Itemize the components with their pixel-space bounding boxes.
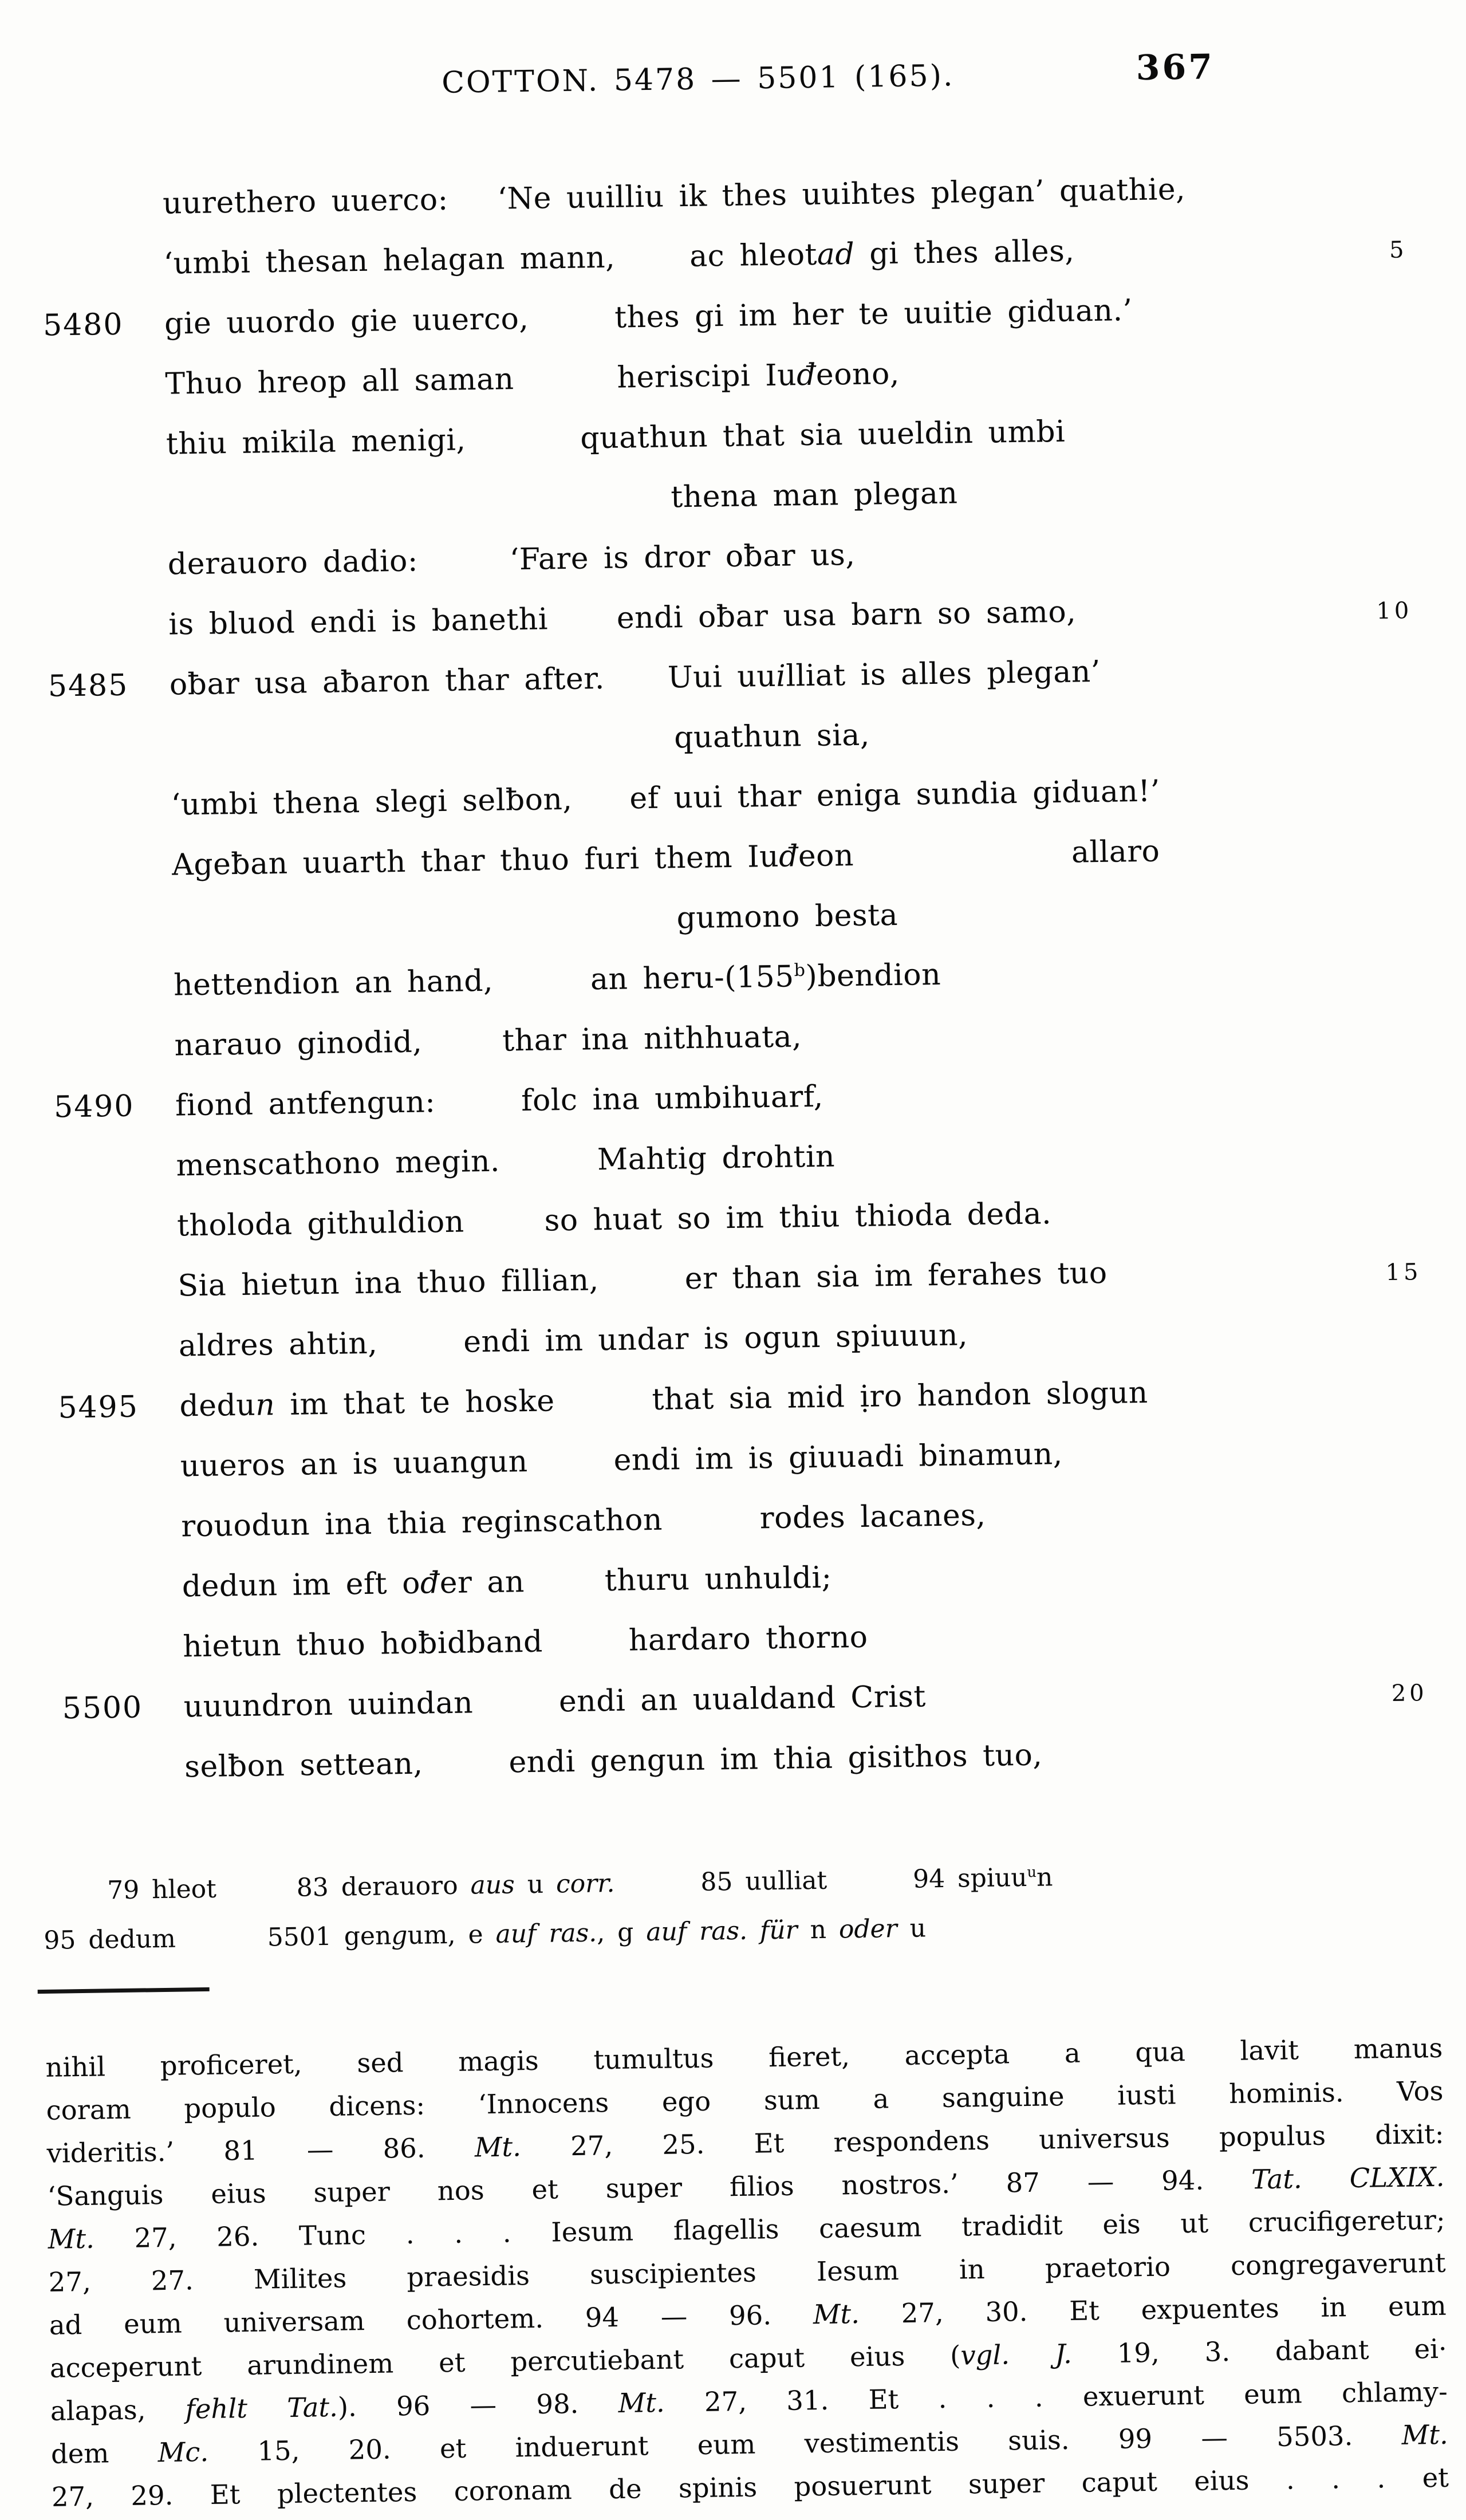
italic-run: i: [775, 659, 786, 694]
half-line-gap: [555, 1409, 652, 1411]
half-line-gap: [599, 1288, 685, 1290]
latin-commentary-block: [45, 2027, 1449, 2519]
text-run: ‘Ne uuilliu ik thes uuihtes plegan’ quathie,: [497, 172, 1186, 216]
verse-text: [163, 234, 1075, 281]
text-run: folc ina umbihuarf,: [521, 1079, 824, 1119]
text-run: acceperunt arundinem et percutiebant caput eius (: [49, 2340, 961, 2384]
text-run: eono,: [815, 356, 900, 392]
text-run: ‘umbi thesan helagan mann,: [163, 240, 616, 281]
text-run: eon: [798, 838, 854, 874]
half-line-gap: [525, 1590, 605, 1592]
verse-text: [676, 898, 898, 935]
text-run: er than sia im ferahes tuo: [684, 1255, 1108, 1297]
italic-run: đ: [796, 357, 817, 393]
text-run: thes gi im her te uuitie giduan.’: [614, 293, 1133, 335]
italic-run: Mc.: [157, 2436, 209, 2468]
text-run: tholoda githuldion: [176, 1204, 465, 1243]
text-run: lliat is alles plegan’: [785, 654, 1101, 694]
superscript-run: u: [1027, 1864, 1037, 1881]
text-run: 85 uulliat: [700, 1865, 827, 1897]
text-run: Uui uu: [667, 659, 777, 695]
text-run: ‘umbi thena slegi selƀon,: [171, 782, 573, 822]
half-line-gap: [418, 569, 510, 570]
margin-line-number: 20: [1391, 1680, 1428, 1707]
verse-text: [180, 1437, 1063, 1484]
text-run: aldres ahtin,: [178, 1326, 378, 1364]
text-run: nihil proficeret, sed magis tumultus fieret, accepta a qua lavit manus: [45, 2032, 1443, 2083]
text-run: endi an uualdand Crist: [558, 1679, 927, 1719]
text-run: quathun that sia uueldin umbi: [580, 414, 1066, 456]
text-run: 27, 25. Et respondens universus populus dixit:: [521, 2118, 1444, 2163]
apparatus-text: [107, 1863, 1053, 1905]
text-run: dedu: [179, 1388, 256, 1424]
verse-text: [182, 1561, 832, 1604]
text-run: fiond antfengun:: [175, 1085, 436, 1123]
verse-number: 5485: [48, 668, 129, 704]
text-run: 5501 gen: [267, 1921, 392, 1952]
text-run: u: [897, 1913, 927, 1944]
verse-number: 5495: [58, 1389, 139, 1426]
text-run: endi gengun im thia gisithos tuo,: [509, 1738, 1043, 1780]
text-run: ad eum universam cohortem. 94 — 96.: [49, 2299, 814, 2341]
italic-run: đ: [778, 839, 799, 874]
text-run: is bluod endi is banethi: [168, 602, 549, 642]
text-run: er an: [439, 1565, 525, 1601]
text-run: ‘Fare is dror oƀar us,: [509, 537, 856, 577]
italic-run: Mt.: [1401, 2419, 1449, 2451]
text-run: dedun im eft o: [182, 1566, 421, 1604]
verse-text: [178, 1256, 1108, 1304]
text-run: 27, 30. Et expuentes in eum: [859, 2290, 1447, 2330]
half-line-gap: [493, 989, 590, 990]
half-line-gap: [473, 1711, 559, 1712]
text-run: 83 derauoro: [296, 1871, 471, 1903]
text-run: ). 96 — 98.: [337, 2387, 619, 2423]
verse-text: [166, 415, 1066, 462]
half-line-gap: [422, 1050, 502, 1052]
half-line-gap: [605, 687, 668, 688]
text-run: so huat so im thiu thioda deda.: [544, 1196, 1052, 1238]
half-line-gap: [464, 1230, 545, 1232]
italic-run: auf ras. für: [645, 1915, 798, 1947]
margin-line-number: 5: [1389, 237, 1408, 263]
half-line-gap: [216, 1896, 297, 1897]
verse-text: [671, 476, 958, 514]
text-run: alapas,: [50, 2393, 186, 2427]
text-run: allaro: [1071, 834, 1160, 870]
half-line-gap: [463, 208, 498, 210]
text-run: ac hleot: [689, 237, 818, 274]
italic-run: vgl. J.: [960, 2338, 1073, 2371]
text-run: heriscipi Iu: [617, 358, 797, 395]
superscript-run: b: [794, 960, 806, 981]
text-run: thiu mikila menigi,: [165, 423, 466, 462]
text-run: rodes lacanes,: [759, 1498, 986, 1536]
text-run: an heru-(155: [590, 959, 795, 997]
text-run: uueros an is uuangun: [180, 1444, 529, 1484]
text-run: uuundron uuindan: [183, 1686, 474, 1724]
text-run: hardaro thorno: [628, 1620, 868, 1658]
italic-run: n: [255, 1388, 275, 1423]
half-line-gap: [663, 1527, 760, 1529]
text-run: endi im undar is ogun spiuuun,: [463, 1318, 968, 1360]
verse-text: [184, 1738, 1043, 1785]
half-line-gap: [573, 808, 630, 809]
text-run: Ageƀan uuarth thar thuo furi them Iu: [171, 839, 779, 883]
text-run: 27, 29. Et plectentes coronam de spinis posuerunt super caput eius . . . et: [51, 2462, 1449, 2513]
verse-text: [168, 595, 1077, 642]
text-run: n: [1036, 1863, 1053, 1892]
italic-run: Mt.: [48, 2223, 95, 2255]
verse-text: [164, 293, 1133, 341]
text-run: im that te hoske: [274, 1384, 555, 1423]
half-line-gap: [615, 266, 689, 267]
text-run: ef uui thar eniga sundia giduan!’: [629, 774, 1161, 816]
text-run: hietun thuo hoƀidband: [182, 1624, 543, 1664]
italic-run: Mt.: [618, 2387, 665, 2419]
text-run: thuru unhuldi;: [604, 1560, 833, 1598]
verse-text: [177, 1196, 1052, 1243]
text-run: endi oƀar usa barn so samo,: [616, 594, 1077, 636]
half-line-gap: [514, 387, 617, 389]
poem-block: [19, 156, 1439, 1800]
half-line-gap: [548, 628, 617, 629]
page-number: 367: [1136, 47, 1215, 88]
text-run: endi im is giuuadi binamun,: [613, 1436, 1063, 1478]
text-run: 19, 3. dabant ei·: [1071, 2333, 1448, 2369]
footnote-rule: [38, 1987, 210, 1994]
half-line-gap: [529, 327, 615, 329]
text-run: coram populo dicens: ‘Innocens ego sum a sanguine iusti hominis. Vos: [46, 2075, 1444, 2126]
verse-number: 5500: [62, 1690, 143, 1726]
italic-run: g: [391, 1921, 408, 1951]
half-line-gap: [436, 1110, 522, 1112]
text-run: 27, 26. Tunc . . . Iesum flagellis caesum tradidit eis ut crucifigeretur;: [94, 2204, 1445, 2254]
text-run: um, e: [407, 1919, 496, 1951]
text-run: 15, 20. et induerunt eum vestimentis suis. 99 — 5503.: [208, 2419, 1402, 2467]
text-run: selƀon settean,: [184, 1746, 423, 1785]
half-line-gap: [615, 1890, 701, 1892]
verse-text: [172, 834, 1160, 883]
verse-text: [169, 655, 1101, 702]
text-run: that sia mid ịro handon slogun: [652, 1375, 1149, 1417]
verse-text: [183, 1679, 926, 1724]
half-line-gap: [466, 448, 581, 450]
text-run: hettendion an hand,: [173, 963, 494, 1003]
text-run: oƀar usa aƀaron thar after.: [169, 662, 605, 702]
margin-line-number: 10: [1376, 597, 1413, 625]
text-run: uurethero uuerco:: [162, 182, 464, 221]
text-run: n: [797, 1915, 840, 1945]
text-run: )bendion: [805, 957, 941, 994]
italic-run: corr.: [555, 1868, 615, 1899]
text-run: quathun sia,: [673, 718, 870, 755]
verse-text: [174, 958, 941, 1003]
verse-text: [674, 718, 870, 755]
text-run: gi thes alles,: [854, 234, 1075, 271]
half-line-gap: [176, 1945, 267, 1947]
italic-run: ad: [817, 237, 855, 272]
italic-run: đ: [420, 1566, 440, 1601]
italic-run: Mt.: [474, 2131, 522, 2163]
text-run: videritis.’ 81 — 86.: [46, 2132, 475, 2169]
running-title: COTTON. 5478 — 5501 (165).: [441, 58, 955, 100]
text-run: gie uuordo gie uuerco,: [164, 301, 529, 341]
text-run: menscathono megin.: [176, 1144, 501, 1183]
half-line-gap: [528, 1470, 614, 1471]
text-run: ‘Sanguis eius super nos et super filios nostros.’ 87 — 94.: [47, 2164, 1252, 2212]
verse-text: [171, 774, 1160, 822]
verse-text: [174, 1019, 802, 1062]
italic-run: auf ras.: [495, 1918, 597, 1949]
page-header: [18, 47, 1416, 112]
text-run: derauoro dadio:: [167, 544, 419, 582]
half-line-gap: [543, 1650, 629, 1652]
verse-text: [181, 1498, 986, 1544]
text-run: rouodun ina thia reginscathon: [180, 1502, 663, 1544]
half-line-gap: [500, 1169, 597, 1171]
verse-text: [179, 1318, 968, 1363]
text-run: 79 hleot: [107, 1874, 217, 1905]
apparatus-text: [44, 1913, 926, 1955]
text-run: Thuo hreop all saman: [165, 362, 514, 401]
text-run: 27, 27. Milites praesidis suscipientes Iesum in praetorio congregaverunt: [48, 2247, 1446, 2298]
italic-run: Tat. CLXIX.: [1251, 2161, 1445, 2195]
text-run: dem: [50, 2437, 159, 2470]
apparatus-block: [43, 1848, 1441, 1966]
verse-number: 5490: [53, 1089, 135, 1125]
verse-text: [179, 1376, 1148, 1424]
text-run: Sia hietun ina thuo fillian,: [178, 1263, 600, 1304]
half-line-gap: [378, 1352, 464, 1353]
text-run: u: [514, 1869, 557, 1900]
text-run: gumono besta: [676, 897, 898, 936]
half-line-gap: [423, 1772, 509, 1774]
text-run: 27, 31. Et . . . exuerunt eum chlamy-: [664, 2376, 1448, 2418]
verse-text: [183, 1620, 868, 1664]
italic-run: oder: [838, 1914, 898, 1944]
half-line-gap: [854, 862, 1071, 865]
italic-run: Mt.: [813, 2298, 860, 2330]
verse-text: [168, 538, 856, 582]
margin-line-number: 15: [1385, 1259, 1422, 1286]
verse-text: [176, 1140, 835, 1183]
verse-text: [163, 172, 1186, 221]
text-run: thena man plegan: [670, 476, 958, 515]
italic-run: aus: [470, 1870, 515, 1900]
text-run: 95 dedum: [44, 1924, 176, 1955]
verse-text: [165, 357, 900, 401]
verse-text: [175, 1080, 823, 1123]
verse-number: 5480: [42, 307, 124, 343]
text-run: 94 spiuu: [912, 1863, 1027, 1894]
text-run: , g: [596, 1917, 647, 1948]
half-line-gap: [827, 1887, 913, 1889]
text-run: Mahtig drohtin: [597, 1139, 836, 1178]
italic-run: fehlt Tat.: [185, 2391, 338, 2425]
text-run: thar ina nithhuata,: [502, 1019, 802, 1058]
text-run: narauo ginodid,: [174, 1025, 423, 1063]
